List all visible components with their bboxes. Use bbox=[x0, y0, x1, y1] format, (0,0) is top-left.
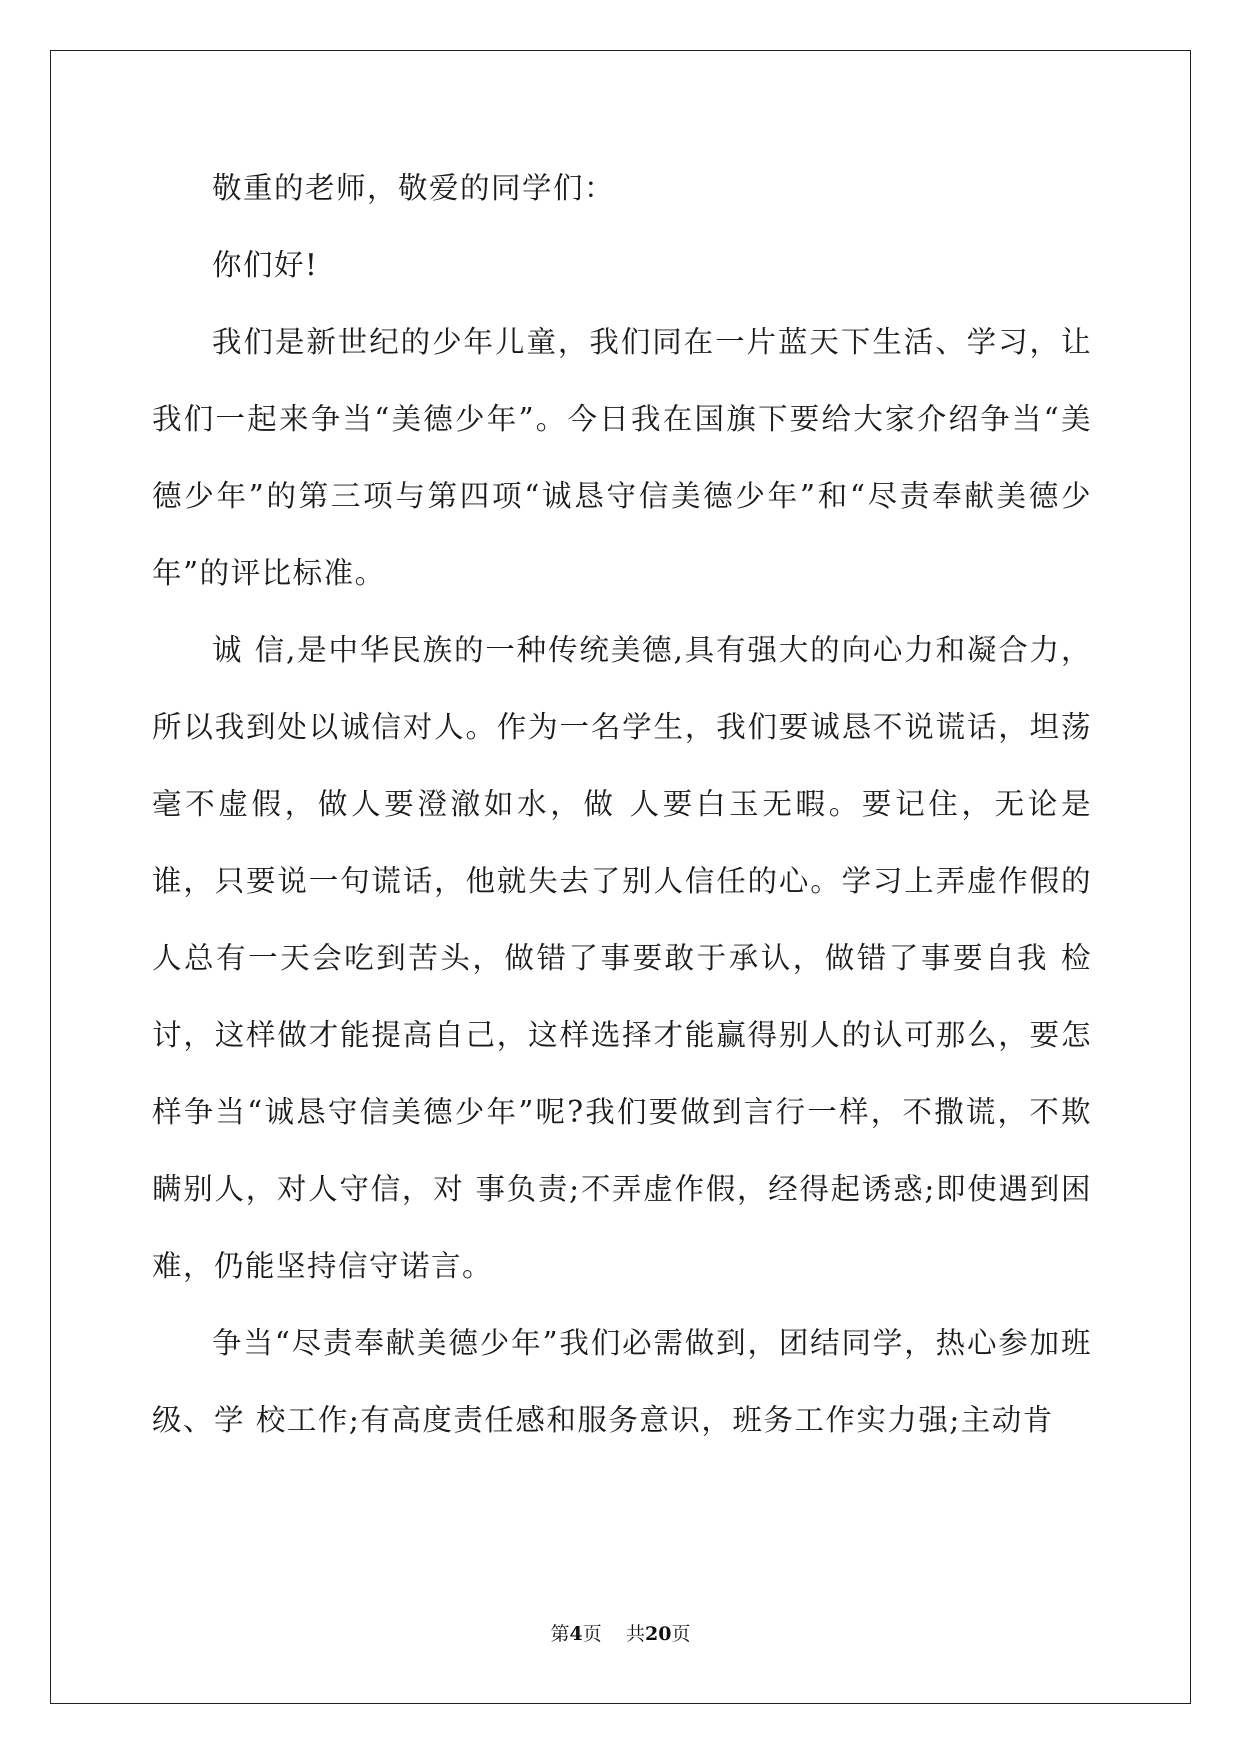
paragraph-dedication: 争当“尽责奉献美德少年”我们必需做到，团结同学，热心参加班级、学 校工作;有高度责任感和服务意识，班务工作实力强;主动肯 bbox=[152, 1326, 1092, 1437]
total-pages: 20 bbox=[644, 1623, 672, 1645]
paragraph-intro: 我们是新世纪的少年儿童，我们同在一片蓝天下生活、学习，让我们一起来争当“美德少年”。今日我在国旗下要给大家介绍争当“美德少年”的第三项与第四项“诚恳守信美德少年”和“尽责奉献美德少年”的评比标准。 bbox=[152, 325, 1092, 590]
page-footer bbox=[0, 1619, 1241, 1646]
total-suffix: 页 bbox=[671, 1623, 691, 1645]
page-number: 4 bbox=[569, 1623, 583, 1645]
document-body bbox=[152, 150, 1092, 1459]
salutation: 敬重的老师，敬爱的同学们： bbox=[212, 171, 616, 205]
paragraph-honesty: 诚 信,是中华民族的一种传统美德,具有强大的向心力和凝合力，所以我到处以诚信对人。作为一名学生，我们要诚恳不说谎话，坦荡毫不虚假，做人要澄澈如水，做 人要白玉无暇。要记住，无论是谁，只要说一句谎话，他就失去了别人信任的心。学习上弄虚作假的人总有一天会吃到苦头，做错了事要敢于承认，做错了事要自我 检讨，这样做才能提高自己，这样选择才能赢得别人的认可那么，要怎样争当“诚恳守信美德少年”呢?我们要做到言行一样，不撒谎，不欺瞒别人，对人守信，对 事负责;不弄虚作假，经得起诱惑;即使遇到困难，仍能坚持信守诺言。 bbox=[152, 633, 1092, 1283]
total-prefix: 共 bbox=[625, 1623, 645, 1645]
page-prefix: 第 bbox=[550, 1623, 570, 1645]
page-suffix: 页 bbox=[582, 1623, 602, 1645]
greeting-line: 你们好! bbox=[212, 248, 319, 282]
